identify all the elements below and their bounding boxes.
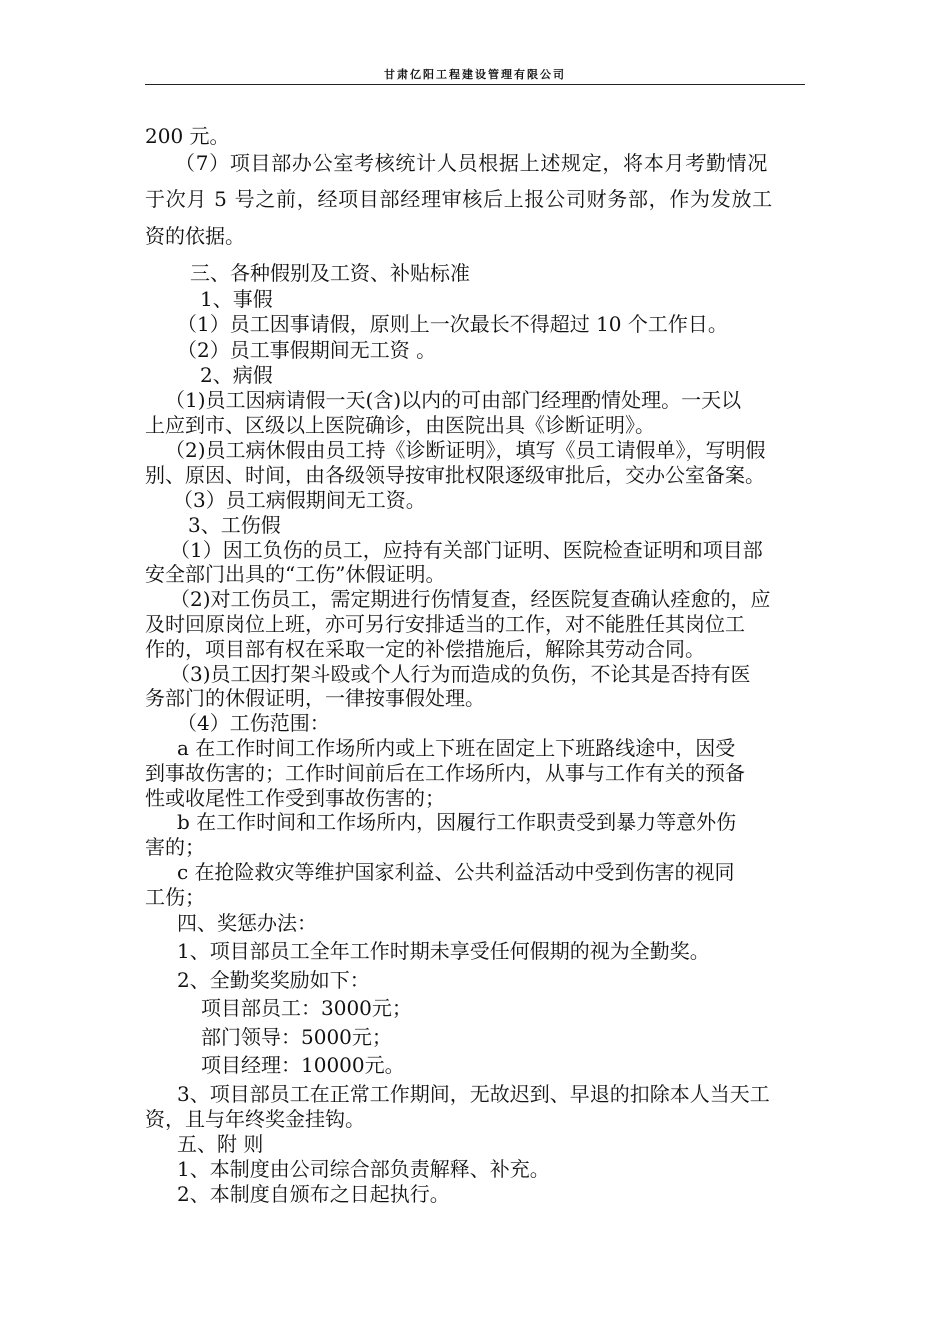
text-line: 资，且与年终奖金挂钩。 [145,1107,365,1131]
subsection-heading: 1、事假 [200,287,273,311]
text-line: 作的，项目部有权在采取一定的补偿措施后，解除其劳动合同。 [145,637,705,661]
reward-item: 部门领导：5000元； [201,1025,392,1049]
text-line: c 在抢险救灾等维护国家利益、公共利益活动中受到伤害的视同 [177,860,735,884]
text-line: 务部门的休假证明，一律按事假处理。 [145,686,485,710]
section-heading: 四、奖惩办法： [177,911,317,935]
text-line: （4）工伤范围： [177,711,330,735]
text-line: （2)员工病休假由员工持《诊断证明》，填写《员工请假单》，写明假 [165,438,766,462]
text-line: a 在工作时间工作场所内或上下班在固定上下班路线途中，因受 [177,736,736,760]
text-line: 200 元。 [145,124,230,148]
text-line: 2、本制度自颁布之日起执行。 [177,1182,450,1206]
text-line: 工伤； [145,885,205,909]
text-line: 上应到市、区级以上医院确诊，由医院出具《诊断证明》。 [145,413,655,437]
text-line: 于次月 5 号之前，经项目部经理审核后上报公司财务部，作为发放工 [145,187,773,211]
text-line: （7）项目部办公室考核统计人员根据上述规定，将本月考勤情况 [175,151,769,175]
text-line: （1)员工因病请假一天(含)以内的可由部门经理酌情处理。一天以 [165,388,742,412]
section-heading: 三、各种假别及工资、补贴标准 [190,261,470,285]
text-line: 安全部门出具的“工伤”休假证明。 [145,562,446,586]
text-line: 2、全勤奖奖励如下： [177,968,370,992]
text-line: （2)对工伤员工，需定期进行伤情复查，经医院复查确认痊愈的，应 [170,587,771,611]
text-line: （1）因工负伤的员工，应持有关部门证明、医院检查证明和项目部 [170,538,763,562]
text-line: 性或收尾性工作受到事故伤害的； [145,786,445,810]
text-line: b 在工作时间和工作场所内，因履行工作职责受到暴力等意外伤 [177,810,737,834]
subsection-heading: 2、病假 [200,363,273,387]
text-line: 1、本制度由公司综合部负责解释、补充。 [177,1157,550,1181]
page-header-company: 甘肃亿阳工程建设管理有限公司 [384,68,566,81]
text-line: 1、项目部员工全年工作时期未享受任何假期的视为全勤奖。 [177,939,710,963]
section-heading: 五、附 则 [177,1132,264,1156]
text-line: （2）员工事假期间无工资 。 [177,338,437,362]
text-line: （1）员工因事请假，原则上一次最长不得超过 10 个工作日。 [177,312,728,336]
text-line: 害的； [145,835,205,859]
text-line: 到事故伤害的；工作时间前后在工作场所内，从事与工作有关的预备 [145,761,745,785]
text-line: （3）员工病假期间无工资。 [173,488,426,512]
text-line: 别、原因、时间，由各级领导按审批权限逐级审批后，交办公室备案。 [145,463,765,487]
reward-item: 项目部员工：3000元； [201,996,412,1020]
header-divider [145,84,805,85]
text-line: 及时回原岗位上班，亦可另行安排适当的工作，对不能胜任其岗位工 [145,612,745,636]
text-line: （3)员工因打架斗殴或个人行为而造成的负伤，不论其是否持有医 [170,662,751,686]
text-line: 3、项目部员工在正常工作期间，无故迟到、早退的扣除本人当天工 [177,1082,770,1106]
reward-item: 项目经理：10000元。 [201,1053,405,1077]
text-line: 资的依据。 [145,224,245,248]
subsection-heading: 3、工伤假 [188,513,281,537]
